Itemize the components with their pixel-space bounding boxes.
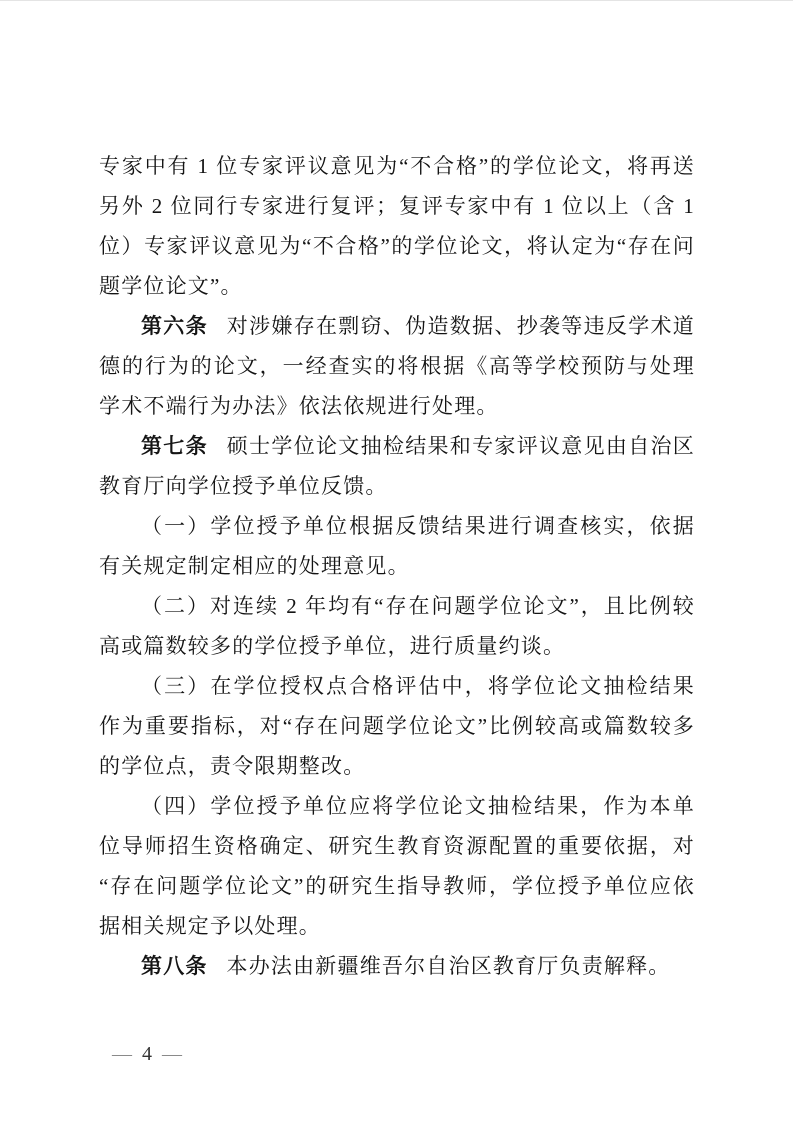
paragraph-text: （四）学位授予单位应将学位论文抽检结果，作为本单位导师招生资格确定、研究生教育资源配置的重要依据，对“存在问题学位论文”的研究生指导教师，学位授予单位应依据相关规定予以处理。 (99, 794, 695, 938)
paragraph-article-8 (99, 946, 695, 986)
footer-dash-left: — (112, 1043, 134, 1065)
paragraph-continuation (99, 146, 695, 306)
paragraph-item-2 (99, 586, 695, 666)
paragraph-text: 专家中有 1 位专家评议意见为“不合格”的学位论文，将再送另外 2 位同行专家进行复评；复评专家中有 1 位以上（含 1 位）专家评议意见为“不合格”的学位论文，将认定为“存在问题学位论文”。 (99, 154, 695, 298)
paragraph-article-7 (99, 426, 695, 506)
document-body (99, 146, 695, 986)
paragraph-item-4 (99, 786, 695, 946)
paragraph-item-3 (99, 666, 695, 786)
paragraph-item-1 (99, 506, 695, 586)
paragraph-text: （三）在学位授权点合格评估中，将学位论文抽检结果作为重要指标，对“存在问题学位论文”比例较高或篇数较多的学位点，责令限期整改。 (99, 674, 695, 778)
paragraph-text: 硕士学位论文抽检结果和专家评议意见由自治区教育厅向学位授予单位反馈。 (99, 434, 695, 498)
footer-dash-right: — (162, 1043, 184, 1065)
page-top-edge (0, 0, 793, 1)
paragraph-text: 对涉嫌存在剽窃、伪造数据、抄袭等违反学术道德的行为的论文，一经查实的将根据《高等学校预防与处理学术不端行为办法》依法依规进行处理。 (99, 314, 695, 418)
page-footer (104, 1040, 192, 1068)
paragraph-text: （一）学位授予单位根据反馈结果进行调查核实，依据有关规定制定相应的处理意见。 (99, 514, 695, 578)
paragraph-article-6 (99, 306, 695, 426)
article-number-label: 第七条 (141, 434, 208, 458)
article-number-label: 第六条 (141, 314, 208, 338)
paragraph-text: （二）对连续 2 年均有“存在问题学位论文”，且比例较高或篇数较多的学位授予单位，进行质量约谈。 (99, 594, 695, 658)
page-number: 4 (142, 1043, 154, 1065)
paragraph-text: 本办法由新疆维吾尔自治区教育厅负责解释。 (226, 954, 671, 978)
article-number-label: 第八条 (141, 954, 208, 978)
